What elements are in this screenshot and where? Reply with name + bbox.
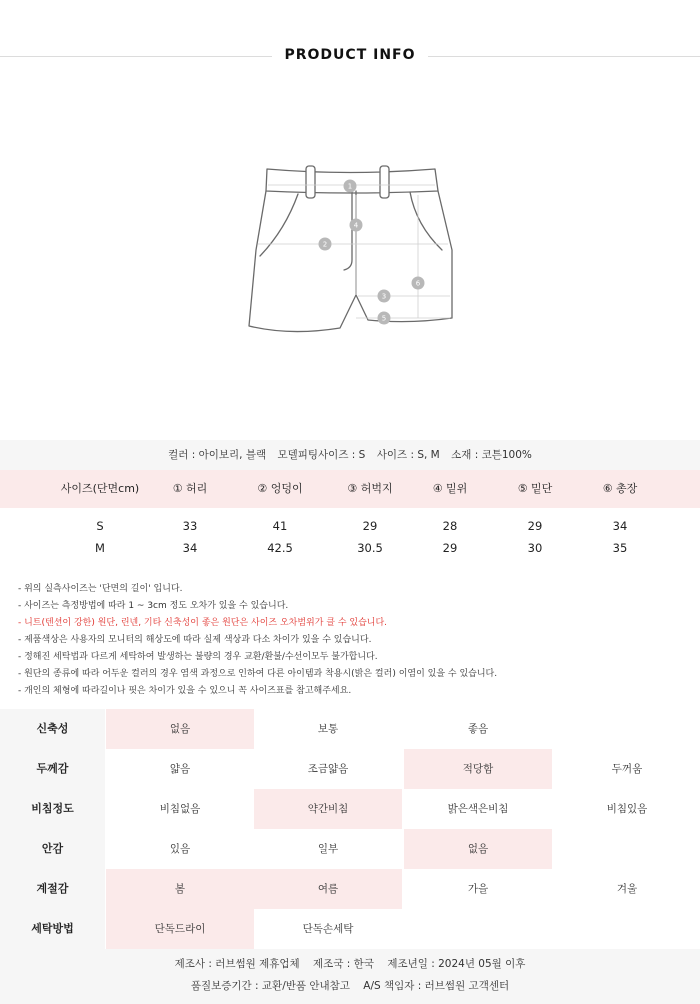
spec-option — [553, 829, 700, 869]
footer-date: 제조년일 : 2024년 05월 이후 — [387, 958, 526, 970]
svg-text:4: 4 — [353, 221, 359, 230]
size-cell: 29 — [527, 519, 543, 533]
info-color: 컬러 : 아이보리, 블랙 — [168, 449, 267, 461]
notes-list — [18, 582, 688, 701]
footer-country: 제조국 : 한국 — [313, 958, 374, 970]
spec-option: 얇음 — [169, 763, 191, 775]
spec-row — [0, 869, 700, 909]
note-item: - 사이즈는 측정방법에 따라 1 ~ 3cm 정도 오차가 있을 수 있습니다. — [18, 601, 289, 611]
size-header-hip: ② 엉덩이 — [257, 482, 303, 495]
divider-right — [428, 56, 700, 57]
spec-option — [553, 709, 700, 749]
spec-option-selected: 단독드라이 — [106, 909, 254, 949]
spec-option: 있음 — [169, 843, 191, 855]
note-item-warning: - 니트(텐션이 강한) 원단, 린넨, 기타 신축성이 좋은 원단은 사이즈 오차범위가 클 수 있습니다. — [18, 618, 388, 628]
measure-marker-hip — [319, 238, 332, 251]
size-header-rise: ④ 밑위 — [432, 482, 468, 495]
spec-option: 비침없음 — [159, 803, 201, 815]
size-cell: M — [95, 541, 105, 555]
spec-label: 비침정도 — [0, 789, 105, 829]
size-cell: 29 — [442, 541, 458, 555]
section-title: PRODUCT INFO — [284, 47, 416, 63]
spec-option: 보통 — [317, 723, 339, 735]
spec-option: 밝은색은비침 — [447, 803, 509, 815]
measure-marker-length — [412, 277, 425, 290]
note-item: - 개인의 체형에 따라길이나 핏은 차이가 있을 수 있으니 꼭 사이즈표를 참고해주세요. — [18, 686, 352, 696]
measure-marker-waist — [344, 180, 357, 193]
size-cell: 35 — [612, 541, 628, 555]
footer-manufacturer: 제조사 : 러브썸원 제휴업체 — [174, 958, 300, 970]
size-cell: 29 — [362, 519, 378, 533]
size-cell: 42.5 — [267, 541, 293, 555]
info-model-size: 모델피팅사이즈 : S — [277, 449, 366, 461]
spec-option-selected: 적당함 — [404, 749, 552, 789]
table-row — [0, 537, 700, 559]
spec-label: 세탁방법 — [0, 909, 105, 949]
spec-option-selected: 약간비침 — [254, 789, 402, 829]
spec-option-selected: 없음 — [404, 829, 552, 869]
spec-row — [0, 829, 700, 869]
spec-option: 두꺼움 — [611, 763, 643, 775]
spec-option: 조금얇음 — [307, 763, 349, 775]
size-cell: 34 — [612, 519, 628, 533]
note-item: - 제품색상은 사용자의 모니터의 해상도에 따라 실제 색상과 다소 차이가 있을 수 있습니다. — [18, 635, 372, 645]
note-item: - 정해진 세탁법과 다르게 세탁하여 발생하는 불량의 경우 교환/환불/수선이모두 불가합니다. — [18, 652, 378, 662]
size-header-label: 사이즈(단면cm) — [60, 482, 140, 495]
spec-option: 단독손세탁 — [302, 923, 354, 935]
measure-marker-hem — [378, 312, 391, 325]
spec-row — [0, 789, 700, 829]
size-cell: 30 — [527, 541, 543, 555]
fabric-spec-table — [0, 709, 700, 949]
spec-option-selected: 없음 — [106, 709, 254, 749]
size-cell: 34 — [182, 541, 198, 555]
measure-marker-rise — [350, 219, 363, 232]
size-header-thigh: ③ 허벅지 — [347, 482, 393, 495]
product-info-bar — [0, 440, 700, 470]
note-item: - 위의 실측사이즈는 '단면의 길이' 입니다. — [18, 584, 183, 594]
svg-text:3: 3 — [381, 292, 387, 301]
product-footer — [0, 949, 700, 1004]
svg-text:5: 5 — [381, 314, 387, 323]
spec-option: 가을 — [467, 883, 489, 895]
svg-text:2: 2 — [322, 240, 328, 249]
size-cell: S — [96, 519, 104, 533]
spec-option — [404, 909, 552, 949]
size-header-hem: ⑤ 밑단 — [517, 482, 553, 495]
shorts-measurement-diagram — [230, 150, 470, 350]
spec-row — [0, 709, 700, 749]
size-cell: 28 — [442, 519, 458, 533]
info-material: 소재 : 코튼100% — [451, 449, 532, 461]
spec-label: 신축성 — [0, 709, 105, 749]
size-header-waist: ① 허리 — [172, 482, 208, 495]
footer-warranty: 품질보증기간 : 교환/반품 안내참고 — [190, 980, 350, 992]
spec-option: 비침있음 — [606, 803, 648, 815]
section-header — [0, 0, 700, 110]
spec-row — [0, 749, 700, 789]
size-header-length: ⑥ 총장 — [602, 482, 638, 495]
size-cell: 41 — [272, 519, 288, 533]
table-row — [0, 515, 700, 537]
size-table-header — [0, 470, 700, 508]
spec-option-selected: 여름 — [254, 869, 402, 909]
spec-option-selected: 봄 — [106, 869, 254, 909]
spec-option: 좋음 — [467, 723, 489, 735]
spec-label: 두께감 — [0, 749, 105, 789]
spec-option: 겨울 — [616, 883, 638, 895]
svg-text:6: 6 — [415, 279, 421, 288]
spec-option — [553, 909, 700, 949]
measure-marker-thigh — [378, 290, 391, 303]
spec-option: 일부 — [317, 843, 339, 855]
note-item: - 원단의 종류에 따라 어두운 컬러의 경우 염색 과정으로 인하여 다른 아이템과 착용시(밝은 컬러) 이염이 있을 수 있습니다. — [18, 669, 498, 679]
spec-label: 안감 — [0, 829, 105, 869]
spec-label: 계절감 — [0, 869, 105, 909]
size-cell: 33 — [182, 519, 198, 533]
info-sizes: 사이즈 : S, M — [376, 449, 440, 461]
svg-text:1: 1 — [347, 182, 353, 191]
spec-row — [0, 909, 700, 949]
footer-as: A/S 책임자 : 러브썸원 고객센터 — [363, 980, 510, 992]
size-cell: 30.5 — [357, 541, 383, 555]
